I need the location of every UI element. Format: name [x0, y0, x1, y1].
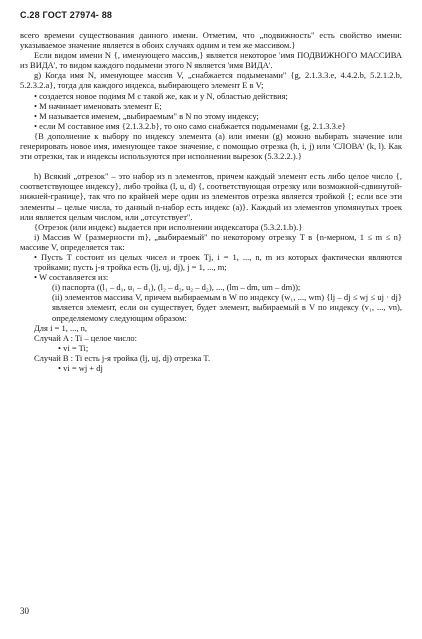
loop-line: Для i = 1, ..., n, [34, 322, 87, 333]
case-b-rule: • vi = wj + dj [58, 363, 103, 373]
paragraph-3: g) Когда имя N, именующее массив V, „снабжается подыменами" {g, 2.1.3.3.е, 4.4.2.b, 5.2.1.2.b, 5.2.3.2.а}, тогда для каждого индекса, выбирающего элемент E в V; [20, 70, 402, 91]
bullet-5: • Пусть T состоит из целых чисел и троек Tj, i = 1, ..., n, m из которых фактически являются тройками; пусть j-я тройка есть (lj, uj, dj), j = 1, ..., m; [34, 251, 402, 273]
case-b: Случай B : Ti есть j-я тройка (lj, uj, dj) отрезка T. [34, 352, 211, 363]
paragraph-5: h) Всякий „отрезок" – это набор из n элементов, причем каждый элемент есть либо целое число {, соответствующее индексу}, либо тройка (l, u, d) {, соответствующая отрезку или возможной-сдвинутой-нижней-границе}, так что по крайней мере один из элементов отрезка является тройкой {; если все эти элементы – целые числа, то данный n-набор есть индекс (а)}. Каждый из элементов упомянутых троек или является целым числом, или „отсутствует". [20, 171, 402, 222]
passport-item: (i) паспорта ((l₁ – d₁, u₁ – d₁), (l₂ – d₂, u₂ – d₂), ..., (lm – dm, um – dm)); [52, 282, 301, 293]
paragraph-7: i) Массив W {размерности m}, „выбираемый" по некоторому отрезку T в {n-мерном, 1 ≤ m ≤ n} массиве V, определяется так: [20, 231, 402, 252]
page-number: 30 [20, 606, 29, 616]
bullet-4: • если M составное имя {2.1.3.2.b}, то оно само снабжается подыменами {g, 2.1.3.3.е} [34, 120, 346, 131]
case-a-rule: • vi = Ti; [58, 342, 89, 353]
paragraph-2: Если видом имени N {, именующего массив,} является некоторое 'имя ПОДВИЖНОГО МАССИВА из ВИДА', то видом каждого подымени этого N является 'имя ВИДА'. [20, 50, 402, 71]
bullet-3: • M называется именем, „выбираемым" в N по этому индексу; [34, 110, 259, 121]
elements-item: (ii) элементов массива V, причем выбираемым в W по индексу (w₁, ..., wm) {lj – dj ≤ wj ≤ uj · dj} является элемент, если он существует, будет элемент, выбираемый в V по индексу (v₁, ..., vn), определяемому следующим образом: [52, 292, 402, 323]
bullet-6: • W составляется из: [34, 272, 109, 283]
case-a: Случай A : Ti – целое число: [34, 332, 138, 343]
paragraph-1: всего времени существования данного имени. Отметим, что „подвижность" есть свойство имени: указываемое значение является в обоих случаях одним и тем же массивом.} [20, 30, 402, 51]
bullet-1: • создается новое подимя M с такой же, как и у N, областью действия; [34, 90, 288, 101]
bullet-2: • M начинает именовать элемент E; [34, 100, 162, 111]
page-header: С.28 ГОСТ 27974- 88 [20, 10, 113, 20]
paragraph-4: {В дополнение к выбору по индексу элемента (а) или имени (g) можно выбирать значение или генерировать новое имя, именующее такое значение, с помощью отрезка (h, i, j) или 'СЛОВА' (k, l). Как эти отрезки, так и индексы используются при исполнении вырезок (5.3.2.2.).} [20, 130, 402, 162]
paragraph-6: {Отрезок (или индекс) выдается при исполнении индексатора (5.3.2.1.b).} [34, 221, 303, 232]
